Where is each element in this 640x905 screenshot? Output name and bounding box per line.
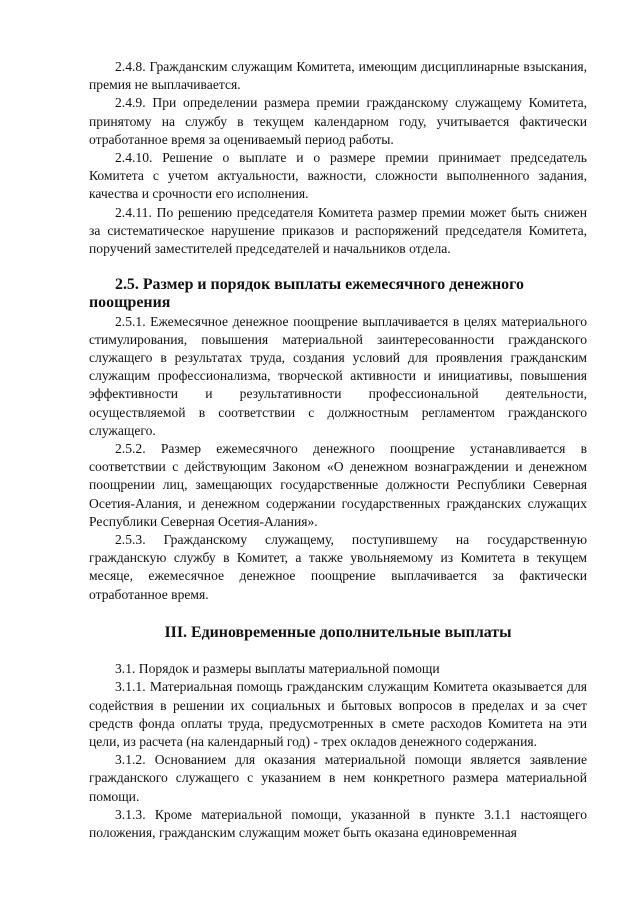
spacer [89,604,587,624]
paragraph-2-4-8: 2.4.8. Гражданским служащим Комитета, имеющим дисциплинарные взыскания, премия не выплачивается. [89,59,587,93]
paragraph-2-4-11: 2.4.11. По решению председателя Комитета размер премии может быть снижен за систематическое нарушение приказов и распоряжений председателя Комитета, поручений заместителей председателей и начальников отдела. [89,204,587,257]
section-2-5-heading: 2.5. Размер и порядок выплаты ежемесячного денежного поощрения [89,276,524,312]
paragraph-3-1-2: 3.1.2. Основанием для оказания материальной помощи является заявление гражданского служащего с указанием в нем конкретного размера материальной помощи. [89,752,587,804]
document-page [89,58,587,842]
paragraph-2-5-3: 2.5.3. Гражданскому служащему, поступившему на государственную гражданскую службу в Комитет, а также увольняемому из Комитета в текущем месяце, ежемесячное денежное поощрение выплачивается за фактически отработанное время. [89,532,587,602]
paragraph-3-1-3: 3.1.3. Кроме материальной помощи, указанной в пункте 3.1.1 настоящего положения, гражданским служащим может быть оказана единовременная [89,806,587,840]
spacer [89,258,587,276]
paragraph-2-5-1: 2.5.1. Ежемесячное денежное поощрение выплачивается в целях материального стимулирования, повышения материальной заинтересованности гражданского служащего в результатах труда, создания условий для проявления гражданским служащим профессионализма, творческой активности и инициативы, повышения эффективности и результативности профессиональной деятельности, осуществляемой в соответствии с должностным регламентом гражданского служащего. [89,313,587,438]
spacer [89,642,587,660]
paragraph-3-1: 3.1. Порядок и размеры выплаты материальной помощи [115,661,440,677]
paragraph-2-4-9: 2.4.9. При определении размера премии гражданскому служащему Комитета, принятому на службу в текущем календарном году, учитывается фактически отработанное время за оцениваемый период работы. [89,95,587,147]
paragraph-3-1-1: 3.1.1. Материальная помощь гражданским служащим Комитета оказывается для содействия в решении их социальных и бытовых вопросов в пределах и за счет средств фонда оплаты труда, предусмотренных в смете расходов Комитета на эти цели, из расчета (на календарный год) - трех окладов денежного содержания. [89,679,587,749]
paragraph-2-5-2: 2.5.2. Размер ежемесячного денежного поощрение устанавливается в соответствии с действующим Законом «О денежном вознаграждении и денежном поощрении лиц, замещающих государственные должности Республики Северная Осетия-Алания, и денежном содержании государственных гражданских служащих Республики Северная Осетия-Алания». [89,441,587,529]
section-3-heading: III. Единовременные дополнительные выплаты [164,623,512,641]
paragraph-2-4-10: 2.4.10. Решение о выплате и о размере премии принимает председатель Комитета с учетом актуальности, важности, сложности выполненного задания, качества и срочности его исполнения. [89,150,587,202]
